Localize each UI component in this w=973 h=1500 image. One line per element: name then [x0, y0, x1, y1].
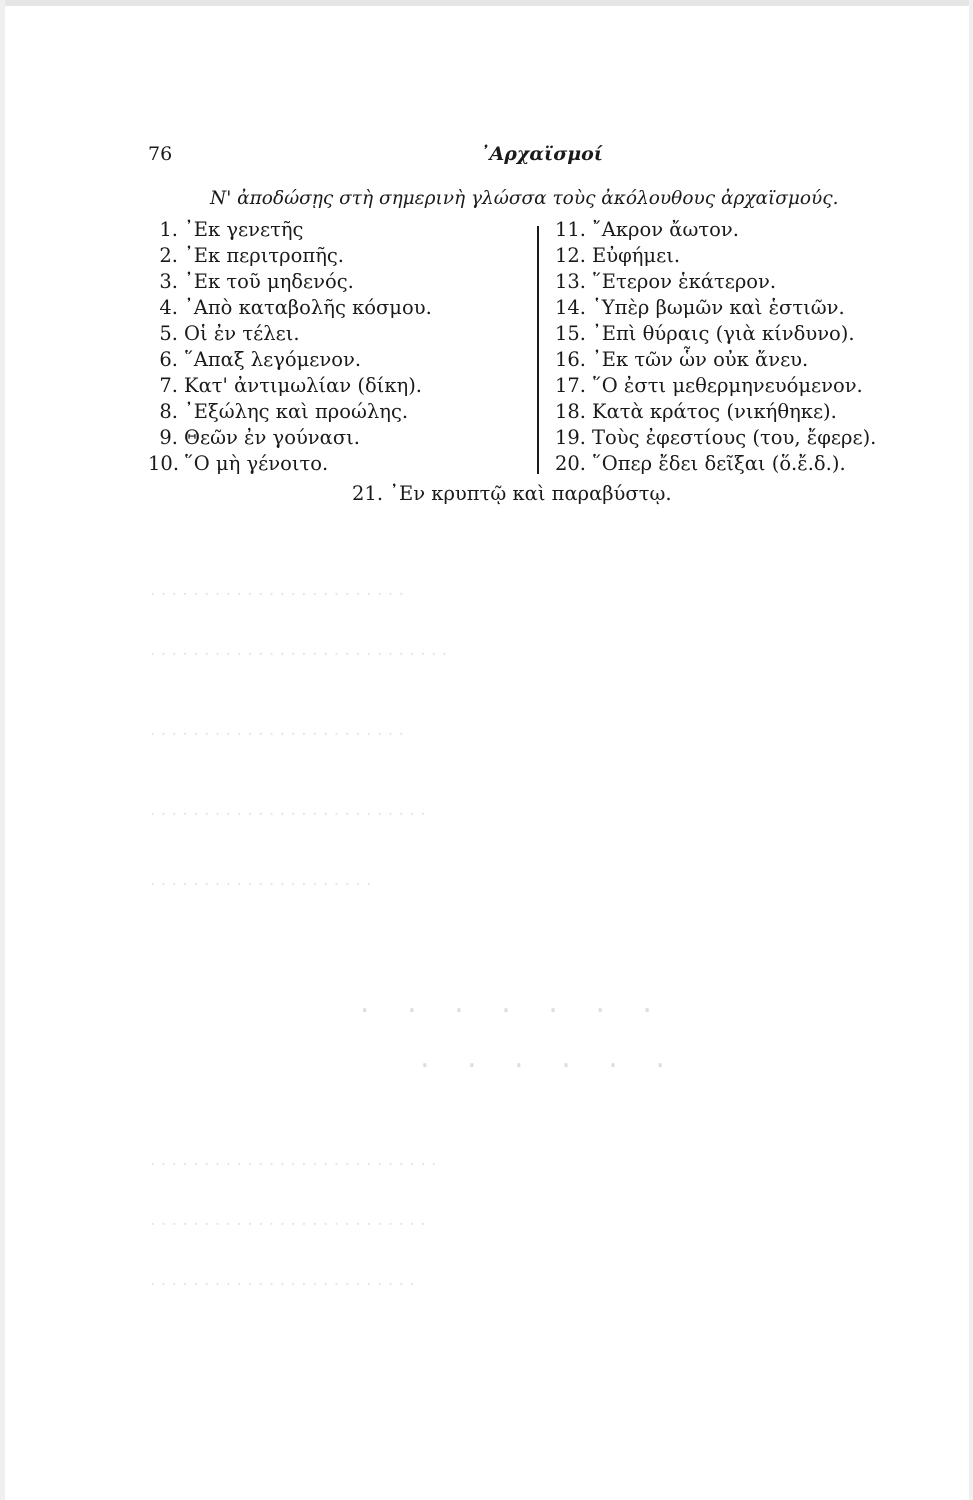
- item-text: Τοὺς ἐφεστίους (του, ἔφερε).: [592, 426, 877, 449]
- item-number: 1.: [159, 218, 178, 241]
- item-text: ᾿Εκ τῶν ὧν οὐκ ἄνευ.: [592, 348, 809, 371]
- final-list-item: [352, 482, 672, 505]
- item-text: Εὐφήμει.: [592, 244, 681, 267]
- item-text: ᾿Εκ περιτροπῆς.: [184, 244, 345, 267]
- item-number: 6.: [159, 348, 178, 371]
- item-text: Κατ' ἀντιμωλίαν (δίκη).: [184, 374, 423, 397]
- show-through-line: . . . . . . . . . . . . . . . . . . . . . . . .: [150, 720, 404, 740]
- item-text: ῞Οπερ ἔδει δεῖξαι (ὅ.ἔ.δ.).: [592, 452, 846, 475]
- item-number: 16.: [554, 348, 586, 371]
- page-number: 76: [148, 143, 173, 165]
- list-item: [548, 400, 908, 426]
- list-item: [148, 244, 538, 270]
- show-through-line: . . . . . . . . . . . . . . . . . . . . . . . . . .: [150, 800, 426, 820]
- item-text: Κατὰ κράτος (νικήθηκε).: [592, 400, 837, 423]
- list-item: [148, 270, 538, 296]
- item-number: 12.: [554, 244, 586, 267]
- item-text: ᾿Εν κρυπτῷ καὶ παραβύστῳ.: [389, 482, 672, 505]
- list-item: [548, 452, 908, 478]
- show-through-line: . . . . . . . . . . . . . . . . . . . . . . . . .: [150, 1270, 415, 1290]
- show-through-heading: . . . . . . .: [360, 985, 666, 1020]
- list-item: [148, 426, 538, 452]
- item-number: 10.: [148, 452, 180, 475]
- item-text: ῞Απαξ λεγόμενον.: [184, 348, 362, 371]
- item-number: 7.: [159, 374, 178, 397]
- column-divider: [537, 226, 539, 474]
- list-item: [148, 218, 538, 244]
- item-number: 14.: [554, 296, 586, 319]
- page-edge-top: [0, 0, 973, 6]
- item-number: 4.: [159, 296, 178, 319]
- item-number: 2.: [159, 244, 178, 267]
- running-head: [148, 143, 808, 173]
- item-text: ῞Ετερον ἑκάτερον.: [592, 270, 777, 293]
- item-number: 11.: [554, 218, 586, 241]
- list-item: [148, 374, 538, 400]
- list-item: [148, 452, 538, 478]
- item-number: 9.: [159, 426, 178, 449]
- list-item: [148, 400, 538, 426]
- list-item: [548, 244, 908, 270]
- page-edge-right: [969, 0, 973, 1500]
- show-through-line: . . . . . . . . . . . . . . . . . . . . . . . .: [150, 580, 404, 600]
- item-number: 18.: [554, 400, 586, 423]
- list-item: [548, 270, 908, 296]
- item-text: Θεῶν ἐν γούνασι.: [184, 426, 360, 449]
- page-edge-left: [0, 0, 5, 1500]
- list-item: [548, 374, 908, 400]
- list-item: [548, 218, 908, 244]
- list-item: [148, 348, 538, 374]
- item-text: ῎Ακρον ἄωτον.: [592, 218, 739, 241]
- item-text: Οἱ ἐν τέλει.: [184, 322, 300, 345]
- list-item: [548, 426, 908, 452]
- list-item: [148, 296, 538, 322]
- exercise-instruction: Ν' ἀποδώσῃς στὴ σημερινὴ γλώσσα τοὺς ἀκόλουθους ἀρχαϊσμούς.: [210, 188, 839, 209]
- right-column-list: [548, 218, 908, 478]
- item-number: 21.: [352, 482, 384, 505]
- list-item: [548, 322, 908, 348]
- running-title: ᾿Αρχαϊσμοί: [480, 143, 603, 165]
- item-text: ῞Ο ἐστι μεθερμηνευόμενον.: [592, 374, 863, 397]
- item-text: ᾿Απὸ καταβολῆς κόσμου.: [184, 296, 432, 319]
- item-number: 15.: [554, 322, 586, 345]
- show-through-line: . . . . . . . . . . . . . . . . . . . . . . . . . .: [150, 1210, 426, 1230]
- item-text: ᾿Εκ τοῦ μηδενός.: [184, 270, 354, 293]
- show-through-heading: . . . . . .: [420, 1040, 679, 1075]
- item-number: 20.: [554, 452, 586, 475]
- item-text: ῾Υπὲρ βωμῶν καὶ ἑστιῶν.: [592, 296, 845, 319]
- item-number: 17.: [554, 374, 586, 397]
- list-item: [148, 322, 538, 348]
- item-number: 19.: [554, 426, 586, 449]
- item-number: 13.: [554, 270, 586, 293]
- show-through-line: . . . . . . . . . . . . . . . . . . . . . . . . . . .: [150, 1150, 437, 1170]
- item-number: 8.: [159, 400, 178, 423]
- show-through-line: . . . . . . . . . . . . . . . . . . . . . . . . . . . .: [150, 640, 448, 660]
- left-column-list: [148, 218, 538, 478]
- item-text: ᾿Εξώλης καὶ προώλης.: [184, 400, 409, 423]
- item-text: ᾿Εκ γενετῆς: [184, 218, 304, 241]
- item-number: 5.: [159, 322, 178, 345]
- item-text: ᾿Επὶ θύραις (γιὰ κίνδυνο).: [592, 322, 855, 345]
- list-item: [548, 348, 908, 374]
- item-text: ῞Ο μὴ γένοιτο.: [184, 452, 329, 475]
- show-through-line: . . . . . . . . . . . . . . . . . . . . .: [150, 870, 372, 890]
- item-number: 3.: [159, 270, 178, 293]
- list-item: [548, 296, 908, 322]
